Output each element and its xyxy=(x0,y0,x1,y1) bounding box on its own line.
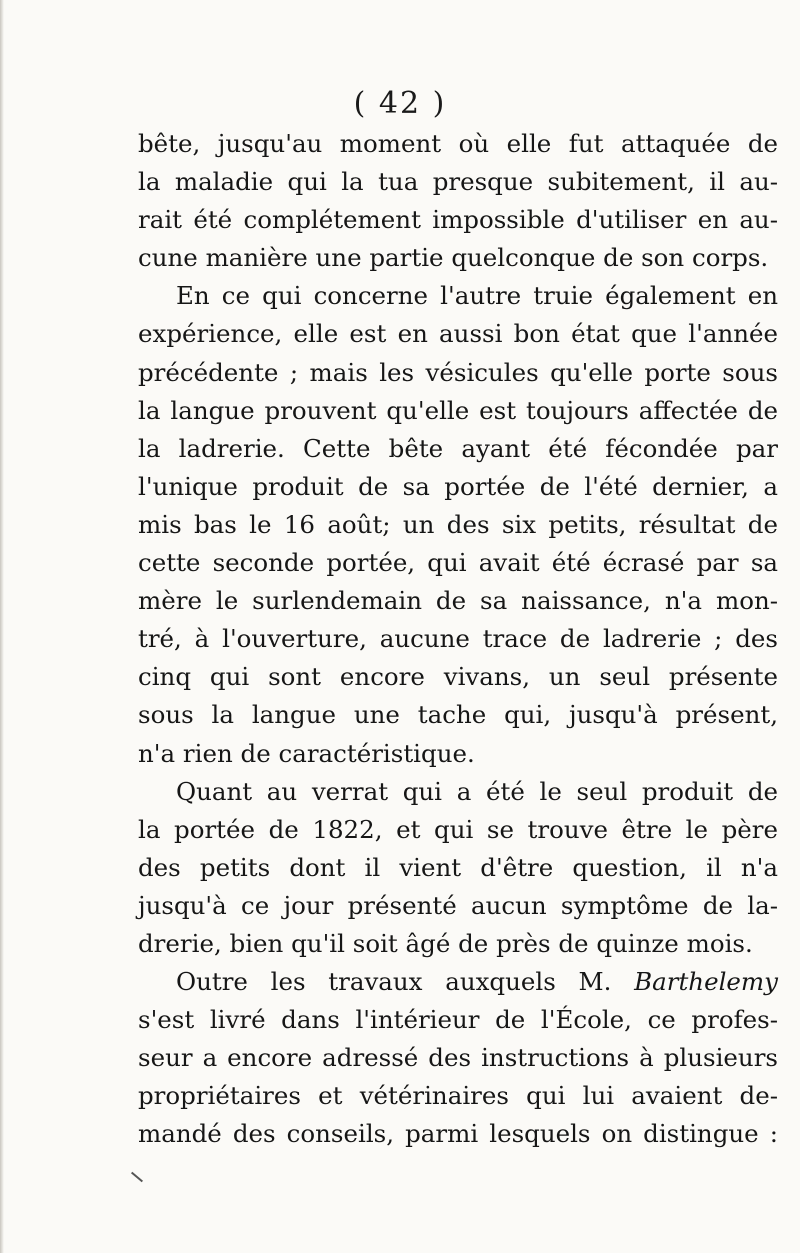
text-line: seur a encore adressé des instructions à plusieurs xyxy=(138,1043,778,1073)
text-line: drerie, bien qu'il soit âgé de près de quinze mois. xyxy=(138,928,753,958)
text-line: mandé des conseils, parmi lesquels on distingue : xyxy=(138,1119,778,1149)
text-line: propriétaires et vétérinaires qui lui avaient de- xyxy=(138,1081,778,1111)
text-line: jusqu'à ce jour présenté aucun symptôme de la- xyxy=(138,890,778,920)
text-line: la ladrerie. Cette bête ayant été fécondée par xyxy=(138,433,778,463)
text-line: des petits dont il vient d'être question, il n'a xyxy=(138,852,778,882)
text-line: précédente ; mais les vésicules qu'elle porte sous xyxy=(138,357,778,387)
text-line: cinq qui sont encore vivans, un seul présente xyxy=(138,662,778,692)
text-line: sous la langue une tache qui, jusqu'à présent, xyxy=(138,700,778,730)
page-edge-shadow xyxy=(0,0,4,1253)
text-line: rait été complétement impossible d'utiliser en au- xyxy=(138,205,778,235)
text-line: la maladie qui la tua presque subitement, il au- xyxy=(138,167,778,197)
text-line: mère le surlendemain de sa naissance, n'a mon- xyxy=(138,586,778,616)
text-line: n'a rien de caractéristique. xyxy=(138,738,475,768)
text-line: cette seconde portée, qui avait été écrasé par sa xyxy=(138,548,778,578)
text-line: Quant au verrat qui a été le seul produit de xyxy=(176,776,778,806)
text-line: la langue prouvent qu'elle est toujours affectée de xyxy=(138,395,778,425)
text-line: expérience, elle est en aussi bon état que l'année xyxy=(138,319,778,349)
body-text xyxy=(138,125,778,1154)
text-line-segment: Outre les travaux auxquels M. xyxy=(176,967,635,997)
person-name: Barthelemy xyxy=(634,967,778,997)
text-line: mis bas le 16 août; un des six petits, résultat de xyxy=(138,509,778,539)
text-line: En ce qui concerne l'autre truie également en xyxy=(176,281,778,311)
page-number: ( 42 ) xyxy=(353,86,447,121)
stray-ink-mark xyxy=(131,1172,143,1183)
text-line: la portée de 1822, et qui se trouve être le père xyxy=(138,814,778,844)
text-line: bête, jusqu'au moment où elle fut attaquée de xyxy=(138,129,778,158)
text-line: cune manière une partie quelconque de son corps. xyxy=(138,243,769,273)
text-line: s'est livré dans l'intérieur de l'École, ce profes- xyxy=(138,1005,778,1035)
text-line: l'unique produit de sa portée de l'été dernier, a xyxy=(138,471,778,501)
text-line xyxy=(138,963,778,1001)
text-line: tré, à l'ouverture, aucune trace de ladrerie ; des xyxy=(138,624,778,654)
